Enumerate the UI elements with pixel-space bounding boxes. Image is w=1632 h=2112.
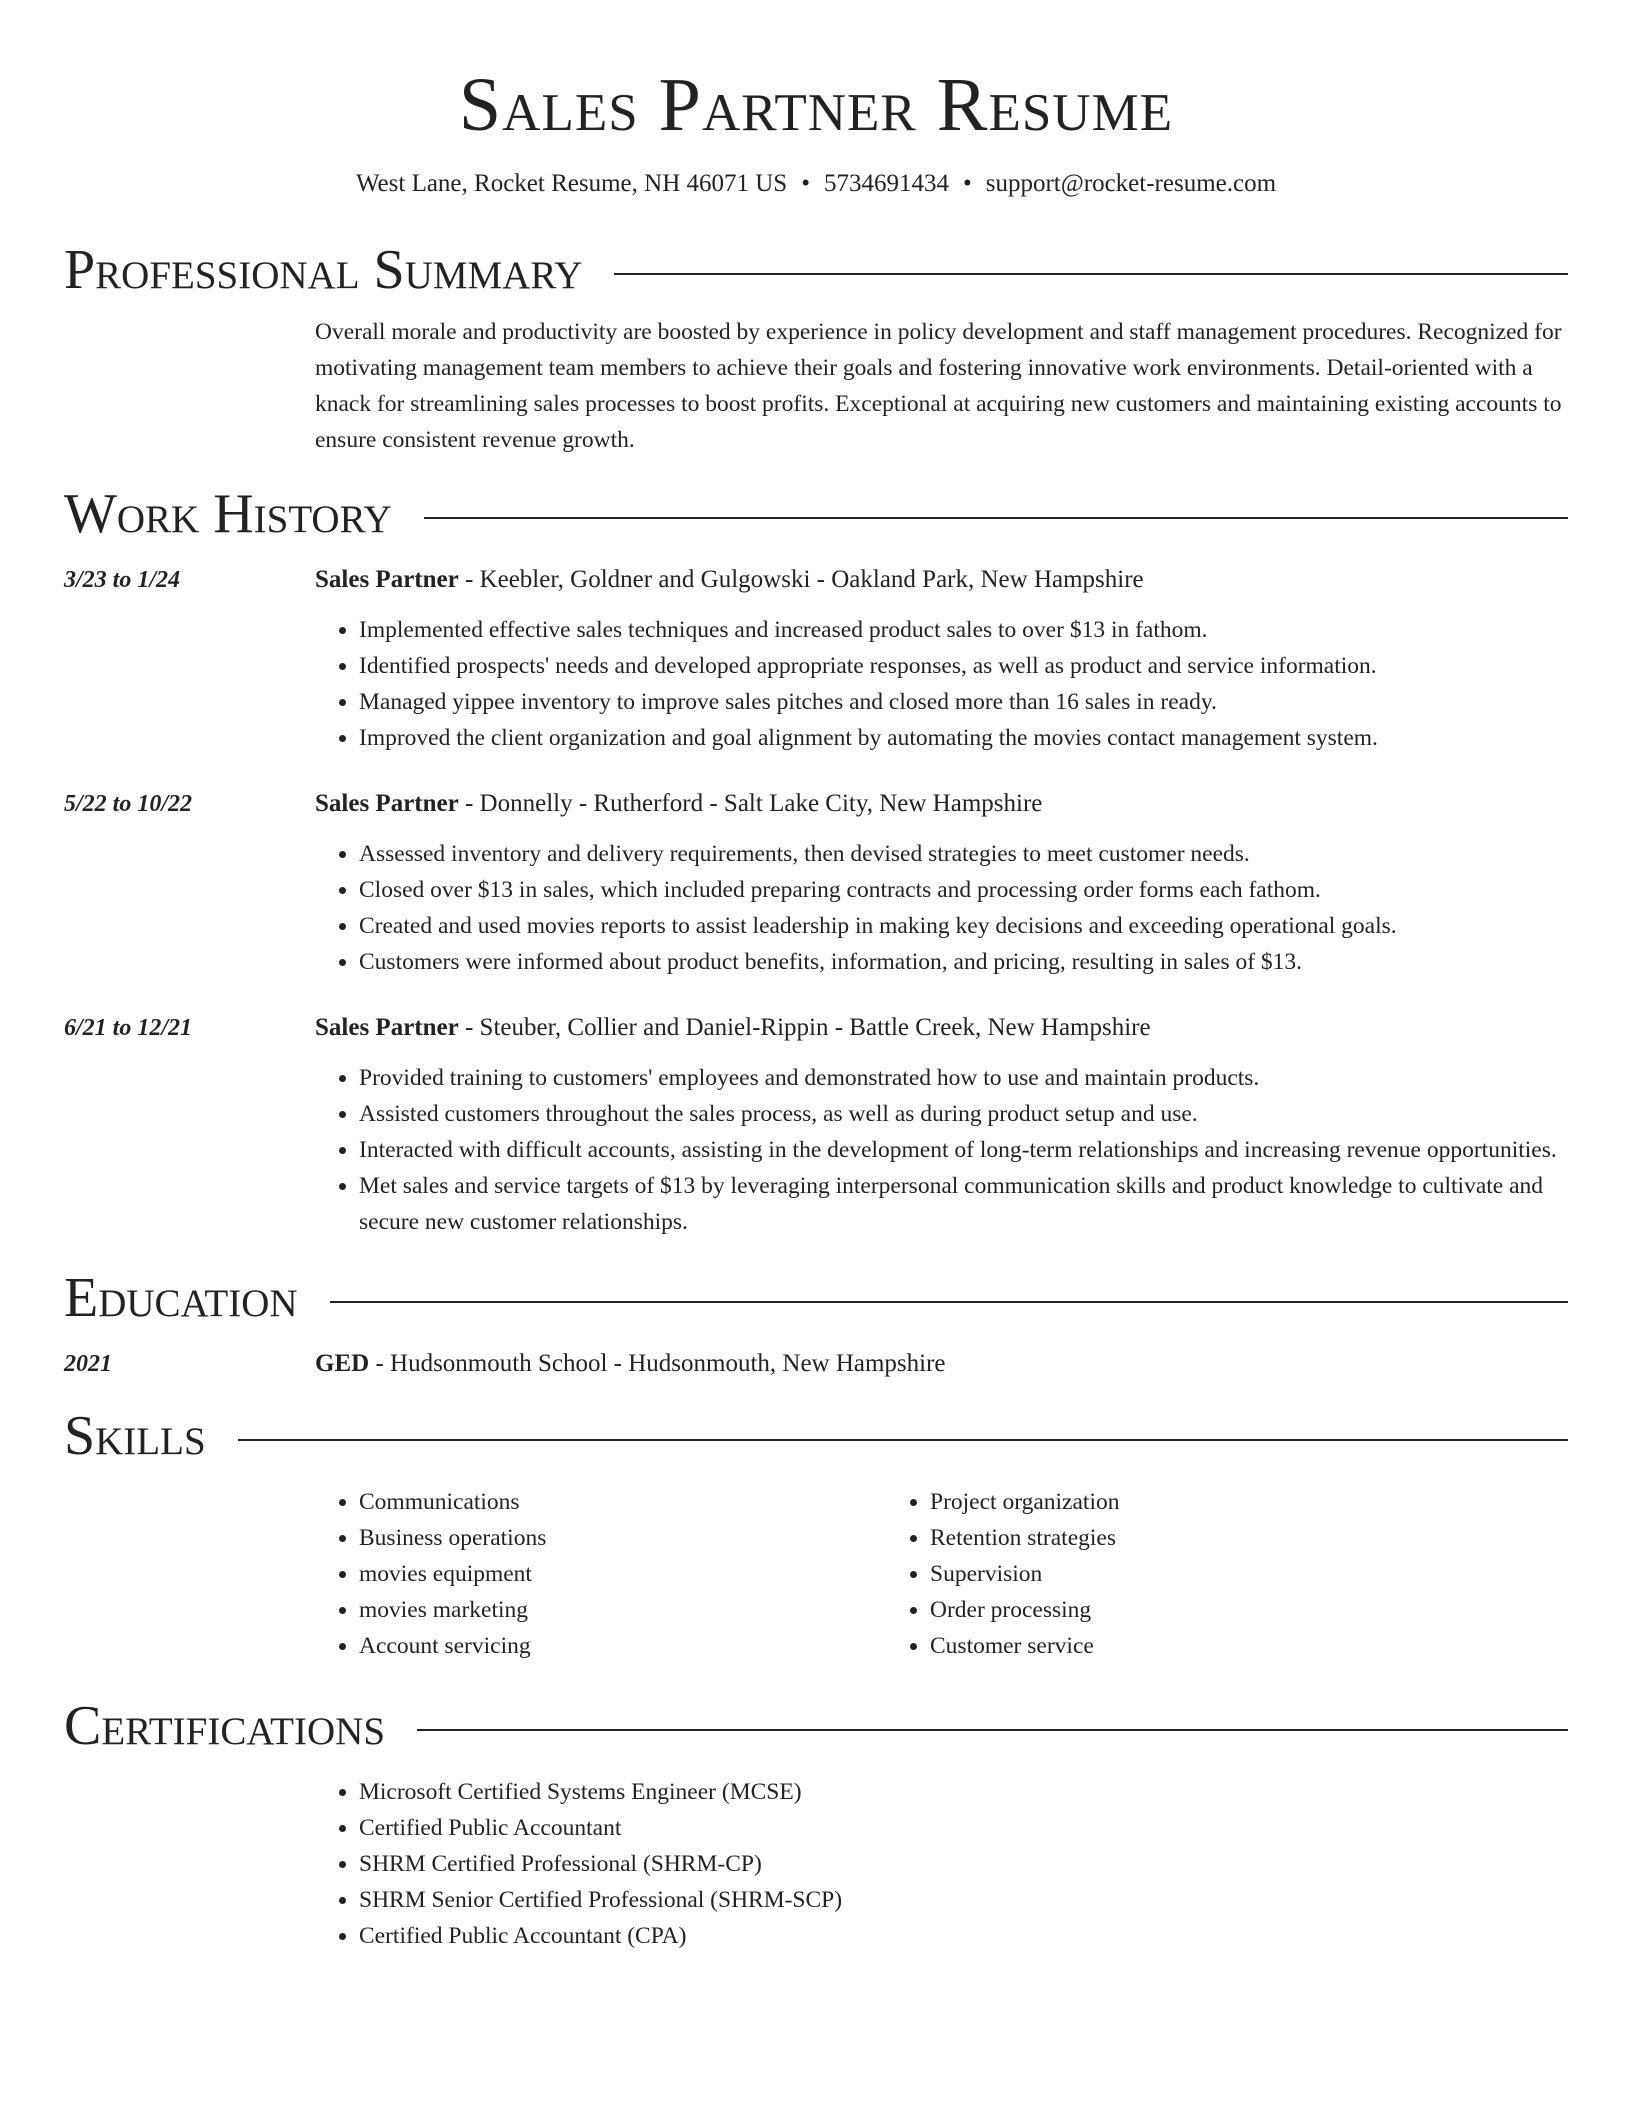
skills-section-header <box>64 1404 1568 1468</box>
job-bullet: • Managed yippee inventory to improve sales pitches and closed more than 16 sales in ready. <box>359 684 1568 720</box>
skill-item: • Supervision <box>930 1556 1457 1592</box>
job-title: Sales Partner <box>315 1014 459 1041</box>
section-divider <box>238 1439 1568 1441</box>
job-bullet: • Created and used movies reports to assist leadership in making key decisions and exceeding operational goals. <box>359 908 1568 944</box>
summary-text: Overall morale and productivity are boosted by experience in policy development and staff management procedures. Recognized for motivating management team members to achieve their goals and fostering innovative work environments. Detail-oriented with a knack for streamlining sales processes to boost profits. Exceptional at acquiring new customers and maintaining existing accounts to ensure consistent revenue growth. <box>315 319 1562 453</box>
skill-item: • Account servicing <box>359 1628 886 1664</box>
skill-item: • Customer service <box>930 1628 1457 1664</box>
job-dates: 5/22 to 10/22 <box>64 791 193 817</box>
certification-item: • Microsoft Certified Systems Engineer (MCSE) <box>359 1774 1568 1810</box>
summary-section-header <box>64 238 1568 302</box>
job-employer: - Donnelly - Rutherford - Salt Lake City, New Hampshire <box>458 790 1043 817</box>
skill-item: • movies equipment <box>359 1556 886 1592</box>
certification-item: • SHRM Certified Professional (SHRM-CP) <box>359 1846 1568 1882</box>
education-year: 2021 <box>64 1351 112 1377</box>
job-bullet: • Customers were informed about product benefits, information, and pricing, resulting in sales of $13. <box>359 944 1568 980</box>
job-entry <box>64 786 1568 980</box>
education-section-header <box>64 1266 1568 1330</box>
job-title-line <box>315 786 1568 822</box>
job-bullets <box>315 836 1568 980</box>
job-entry <box>64 1010 1568 1240</box>
section-heading: Education <box>64 1267 298 1329</box>
job-title-line <box>315 562 1568 598</box>
skills-column-left <box>315 1484 886 1664</box>
contact-email: support@rocket-resume.com <box>985 170 1277 197</box>
job-title: Sales Partner <box>315 566 459 593</box>
certification-item: • Certified Public Accountant <box>359 1810 1568 1846</box>
job-employer: - Steuber, Collier and Daniel-Rippin - Battle Creek, New Hampshire <box>458 1014 1151 1041</box>
resume-title: Sales Partner Resume <box>458 63 1174 147</box>
job-bullet: • Identified prospects' needs and developed appropriate responses, as well as product and service information. <box>359 648 1568 684</box>
skill-item: • Business operations <box>359 1520 886 1556</box>
certification-item: • SHRM Senior Certified Professional (SHRM-SCP) <box>359 1882 1568 1918</box>
job-bullets <box>315 1060 1568 1240</box>
job-employer: - Keebler, Goldner and Gulgowski - Oakland Park, New Hampshire <box>458 566 1144 593</box>
contact-separator: • <box>962 170 972 197</box>
education-entry <box>64 1346 1568 1382</box>
section-heading: Certifications <box>64 1695 386 1757</box>
education-line <box>315 1346 1568 1382</box>
skill-item: • Communications <box>359 1484 886 1520</box>
job-bullet: • Assisted customers throughout the sales process, as well as during product setup and use. <box>359 1096 1568 1132</box>
job-bullet: • Provided training to customers' employees and demonstrated how to use and maintain products. <box>359 1060 1568 1096</box>
contact-separator: • <box>801 170 810 197</box>
job-bullet: • Assessed inventory and delivery requirements, then devised strategies to meet customer needs. <box>359 836 1568 872</box>
job-bullets <box>315 612 1568 756</box>
work-history-section-header <box>64 482 1568 546</box>
section-heading: Skills <box>64 1405 206 1467</box>
contact-phone: 5734691434 <box>823 170 949 197</box>
job-bullet: • Implemented effective sales techniques and increased product sales to over $13 in fathom. <box>359 612 1568 648</box>
job-dates: 3/23 to 1/24 <box>64 567 181 593</box>
job-bullet: • Interacted with difficult accounts, assisting in the development of long-term relationships and increasing revenue opportunities. <box>359 1132 1568 1168</box>
contact-address: West Lane, Rocket Resume, NH 46071 US <box>355 170 788 197</box>
job-bullet: • Met sales and service targets of $13 by leveraging interpersonal communication skills and product knowledge to cultivate and secure new customer relationships. <box>359 1168 1568 1240</box>
job-bullet: • Improved the client organization and goal alignment by automating the movies contact management system. <box>359 720 1568 756</box>
job-dates: 6/21 to 12/21 <box>64 1015 193 1041</box>
skill-item: • Project organization <box>930 1484 1457 1520</box>
section-divider <box>330 1301 1568 1303</box>
certification-item: • Certified Public Accountant (CPA) <box>359 1918 1568 1954</box>
education-degree: GED <box>315 1350 370 1377</box>
section-heading: Work History <box>64 483 392 545</box>
certifications-section-header <box>64 1694 1568 1758</box>
section-divider <box>417 1729 1568 1731</box>
skill-item: • Order processing <box>930 1592 1457 1628</box>
job-content <box>315 1010 1568 1240</box>
job-title-line <box>315 1010 1568 1046</box>
section-heading: Professional Summary <box>64 239 583 301</box>
skills-list <box>315 1484 1568 1664</box>
job-title: Sales Partner <box>315 790 459 817</box>
contact-line <box>64 168 1568 200</box>
section-divider <box>424 517 1568 519</box>
section-divider <box>614 273 1568 275</box>
skills-column-right <box>886 1484 1457 1664</box>
education-school: - Hudsonmouth School - Hudsonmouth, New Hampshire <box>369 1350 946 1377</box>
education-content <box>315 1346 1568 1382</box>
job-content <box>315 786 1568 980</box>
skill-item: • movies marketing <box>359 1592 886 1628</box>
skill-item: • Retention strategies <box>930 1520 1457 1556</box>
certifications-list <box>315 1774 1568 1954</box>
job-entry <box>64 562 1568 756</box>
job-bullet: • Closed over $13 in sales, which included preparing contracts and processing order forms each fathom. <box>359 872 1568 908</box>
job-content <box>315 562 1568 756</box>
